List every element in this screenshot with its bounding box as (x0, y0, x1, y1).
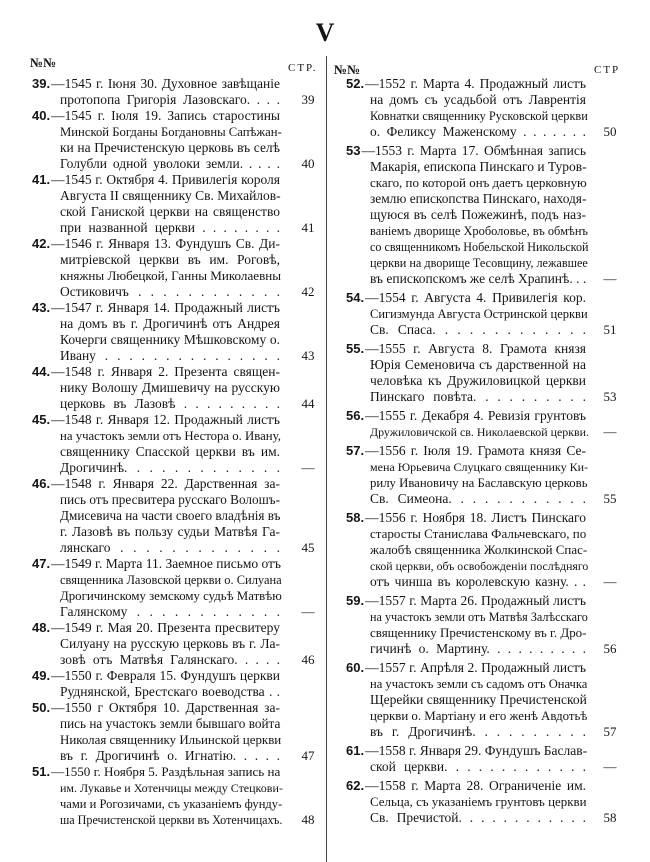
entry-line (346, 255, 586, 271)
entry-line (32, 300, 280, 316)
entry-text: —1555 г. Августа 8. Грамота князя (365, 341, 586, 356)
entry-text: —1552 г. Марта 4. Продажный листъ (365, 76, 586, 91)
entry-line (346, 692, 586, 708)
entry-line (346, 759, 586, 775)
entry-page-number: 56 (603, 641, 617, 656)
entry-page-number: 51 (603, 322, 617, 337)
entry-line (346, 306, 586, 322)
entry-page-number: 45 (301, 540, 315, 555)
entry-page-number: 47 (301, 748, 315, 763)
entry-text: —1553 г. Марта 17. Обмѣнная запись (361, 143, 586, 158)
entry-text: —1547 г. Января 14. Продажный листъ (51, 300, 280, 315)
entry-line (346, 708, 586, 724)
entry-text: Св. Спаса. . . . . . . . . . . . . (370, 322, 586, 337)
entry-text: —1548 г. Января 22. Дарственная за- (51, 476, 280, 491)
toc-entry (32, 364, 315, 412)
entry-text: протопопа Григорія Лазовскаго. . . . (60, 92, 280, 107)
entry-text: въ г. Дрогичинѣ. . . . . . . . . . (370, 724, 586, 739)
entry-line (346, 641, 586, 657)
entry-number: 40. (32, 108, 51, 123)
entry-line (346, 322, 586, 338)
entry-text: Руднянской, Брестскаго воеводства . . (60, 684, 280, 699)
entry-text: пись на участокъ земли бывшаго войта (60, 716, 281, 731)
entry-text: —1548 г. Января 12. Продажный листъ (51, 412, 280, 427)
entry-text: церковь въ Лазовѣ . . . . . . . . . (60, 396, 280, 411)
entry-line (32, 252, 280, 268)
entry-page-number: — (603, 759, 617, 774)
entry-line (346, 609, 586, 625)
entry-number: 46. (32, 476, 51, 491)
entry-page-number: 43 (301, 348, 315, 363)
entry-line (32, 204, 280, 220)
entry-line (346, 290, 586, 306)
entry-text: —1549 г. Мая 20. Презента пресвитеру (51, 620, 280, 635)
entry-text: при названной церкви . . . . . . . . (60, 220, 280, 235)
entry-text: —1558 г. Января 29. Фундушъ Баслав- (365, 743, 588, 758)
toc-entry (32, 236, 315, 300)
entry-number: 56. (346, 408, 365, 423)
entry-line (32, 572, 280, 588)
entry-text: на домъ съ усадьбой отъ Лаврентія (370, 92, 586, 107)
entry-line (346, 574, 586, 590)
entry-text: —1556 г. Іюля 19. Грамота князя Се- (365, 443, 586, 458)
entry-line (32, 540, 280, 556)
entry-number: 61. (346, 743, 365, 758)
entry-number: 50. (32, 700, 51, 715)
entry-line (32, 124, 280, 140)
entry-text: на участокъ земли отъ Нестора о. Ивану, (60, 429, 281, 443)
entry-text: Ковнатки священнику Русковской церкви (370, 109, 588, 123)
toc-entry (32, 76, 315, 108)
entry-text: г. Лазовѣ въ пользу судьи Матвѣя Га- (60, 524, 280, 539)
entry-line (32, 220, 280, 236)
entry-line (346, 593, 586, 609)
entry-number: 54. (346, 290, 365, 305)
entry-line (346, 625, 586, 641)
entry-line (346, 159, 586, 175)
entry-text: чами и Рогозичами, съ указаніемъ фунду- (60, 797, 283, 811)
entry-line (346, 143, 586, 159)
entry-line (32, 332, 280, 348)
entry-line (32, 172, 280, 188)
entry-page-number: 41 (301, 220, 315, 235)
entry-text: Пинскаго повѣта. . . . . . . . . . (370, 389, 586, 404)
entry-text: на участокъ земли съ садомъ отъ Оначка (370, 677, 588, 691)
toc-entry (346, 290, 617, 338)
entry-text: Ивану . . . . . . . . . . . . . . . (60, 348, 280, 363)
toc-entry (346, 341, 617, 405)
entry-text: зовѣ отъ Матвѣя Галянскаго. . . . . (60, 652, 280, 667)
toc-entry (32, 620, 315, 668)
entry-text: со священникомъ Нобельской Никольской (370, 240, 589, 254)
entry-number: 57. (346, 443, 365, 458)
entry-line (346, 542, 586, 558)
entry-text: отъ чинша въ королевскую казну. . . (370, 574, 586, 589)
entry-line (32, 588, 280, 604)
entry-text: скаго, по которой онъ даетъ церковную (370, 175, 587, 190)
toc-entry (32, 764, 315, 828)
right-column (346, 76, 617, 829)
entry-text: рилу Ивановичу на Баславскую церковь (370, 476, 588, 490)
entry-line (32, 652, 280, 668)
entry-text: Августа II священнику Св. Михайлов- (60, 188, 281, 203)
entry-line (32, 412, 280, 428)
entry-text: щуюся въ селѣ Пожежинѣ, подъ наз- (370, 207, 586, 222)
entry-text: Макарія, епископа Пинскаго и Туров- (370, 159, 587, 174)
entry-page-number: 42 (301, 284, 315, 299)
entry-page-number: 46 (301, 652, 315, 667)
entry-page-number: — (603, 574, 617, 589)
entry-line (32, 428, 280, 444)
entry-line (32, 460, 280, 476)
entry-line (346, 92, 586, 108)
entry-number: 52. (346, 76, 365, 91)
entry-text: княжны Любецкой, Ганны Миколаевны (60, 268, 282, 283)
entry-page-number: 44 (301, 396, 315, 411)
entry-line (346, 491, 586, 507)
entry-line (32, 444, 280, 460)
entry-number: 58. (346, 510, 365, 525)
entry-text: Кочерги священнику Мѣшковскому о. (60, 332, 280, 347)
entry-line (346, 794, 586, 810)
entry-text: Минской Богданы Богдановны Сапѣжан- (60, 125, 282, 139)
entry-text: Дружиловичской св. Николаевской церкви. (370, 425, 589, 439)
entry-line (346, 475, 586, 491)
toc-entry (346, 143, 617, 287)
entry-text: человѣка къ Дружиловицкой церкви (370, 373, 586, 388)
toc-entry (346, 593, 617, 657)
entry-page-number (296, 684, 320, 700)
entry-line (32, 364, 280, 380)
entry-text: Голубли одной уволоки земли. . . . . (60, 156, 280, 171)
entry-line (346, 341, 586, 357)
entry-line (32, 476, 280, 492)
left-page-column-header: СТР. (288, 62, 318, 74)
entry-line (346, 223, 586, 239)
entry-text: священника Лазовской церкви о. Силуана (60, 573, 282, 587)
toc-entry (346, 743, 617, 775)
toc-entry (346, 443, 617, 507)
entry-text: лянскаго . . . . . . . . . . . . . (60, 540, 280, 555)
entry-text: —1557 г. Апрѣля 2. Продажный листъ (365, 660, 586, 675)
entry-text: ки на Пречистенскую церковь въ селѣ (60, 140, 280, 155)
entry-number: 48. (32, 620, 51, 635)
entry-number: 41. (32, 172, 51, 187)
entry-line (346, 510, 586, 526)
right-number-column-header: №№ (334, 62, 361, 77)
entry-text: церкви на дворище Тесовщину, лежавшее (370, 256, 588, 270)
toc-entry (32, 668, 280, 700)
entry-line (346, 724, 586, 740)
entry-line (32, 508, 280, 524)
entry-text: на домъ въ г. Дрогичинѣ отъ Андрея (60, 316, 280, 331)
entry-line (32, 780, 283, 796)
entry-line (32, 92, 280, 108)
entry-text: —1545 г. Октября 4. Привилегія короля (51, 172, 280, 187)
entry-line (32, 524, 280, 540)
entry-text: въ г. Дрогичинѣ о. Игнатію. . . . . (60, 748, 280, 763)
entry-line (346, 526, 586, 542)
right-page-column-header: СТР (594, 64, 621, 76)
entry-line (32, 604, 280, 620)
entry-line (32, 636, 280, 652)
entry-text: на участокъ земли отъ Матвѣя Залѣсскаго (370, 610, 588, 624)
entry-line (346, 239, 589, 255)
entry-text: землю епископства Пинскаго, находя- (370, 191, 587, 206)
entry-page-number: 40 (301, 156, 315, 171)
toc-entry (32, 108, 315, 172)
entry-page-number: 55 (603, 491, 617, 506)
entry-line (32, 748, 280, 764)
entry-line (346, 810, 586, 826)
entry-text: гичинѣ о. Мартину. . . . . . . . . . (370, 641, 586, 656)
column-divider (326, 56, 327, 862)
entry-number: 44. (32, 364, 51, 379)
toc-entry (32, 556, 315, 620)
entry-line (32, 732, 280, 748)
page-numeral: V (315, 18, 335, 47)
entry-text: Св. Пречистой. . . . . . . . . . . . (370, 810, 586, 825)
entry-line (32, 812, 283, 828)
entry-text: церкви о. Мартіану и его женѣ Авдотьѣ (370, 709, 588, 723)
entry-line (32, 684, 280, 700)
entry-page-number: 57 (603, 724, 617, 739)
entry-number: 55. (346, 341, 365, 356)
entry-line (32, 108, 280, 124)
left-number-column-header: №№ (30, 55, 57, 70)
toc-entry (32, 412, 315, 476)
entry-line (32, 396, 280, 412)
entry-text: Щерейки священнику Пречистенской (370, 692, 587, 707)
entry-number: 49. (32, 668, 51, 683)
entry-line (346, 271, 586, 287)
entry-text: въ епископскомъ же селѣ Храпинѣ. . . (370, 271, 587, 286)
entry-text: старосты Станислава Фальчевскаго, по (370, 526, 587, 541)
entry-text: им. Лукавье и Хотенчицы между Стецкови- (60, 781, 283, 795)
entry-line (346, 660, 586, 676)
toc-entry (346, 660, 617, 740)
entry-line (32, 796, 283, 812)
entry-page-number: — (603, 271, 617, 286)
entry-line (32, 140, 280, 156)
entry-text: —1557 г. Марта 26. Продажный листъ (365, 593, 586, 608)
entry-text: Николая священнику Ильинской церкви (60, 732, 282, 747)
entry-number: 47. (32, 556, 51, 571)
toc-entry (32, 300, 315, 364)
left-column (32, 76, 315, 828)
toc-entry (346, 408, 617, 440)
entry-text: жалобѣ священника Жолкинской Спас- (370, 542, 588, 557)
entry-number: 62. (346, 778, 365, 793)
entry-text: —1555 г. Декабря 4. Ревизія грунтовъ (365, 408, 586, 423)
entry-text: мена Юрьевича Слуцкаго священнику Ки- (370, 460, 589, 474)
entry-line (32, 556, 280, 572)
entry-line (32, 668, 280, 684)
entry-number: 39. (32, 76, 51, 91)
entry-line (32, 764, 280, 780)
entry-text: —1550 г Октября 10. Дарственная за- (51, 700, 280, 715)
entry-text: Сельца, съ указаніемъ грунтовъ церкви (370, 794, 587, 809)
entry-text: Дмисевича на части своего владѣнія въ (60, 508, 281, 523)
entry-line (32, 268, 280, 284)
toc-entry (32, 700, 315, 764)
entry-line (346, 191, 586, 207)
entry-text: Остиковичъ . . . . . . . . . . . . (60, 284, 280, 299)
entry-line (346, 124, 586, 140)
entry-page-number: 58 (603, 810, 617, 825)
entry-text: священнику Спасской церкви въ им. (60, 444, 280, 459)
entry-number: 60. (346, 660, 365, 675)
toc-entry (32, 476, 315, 556)
entry-page-number: 39 (301, 92, 315, 107)
entry-text: о. Феликсу Маженскому . . . . . . . (370, 124, 586, 139)
entry-text: ваніемъ дворище Хроболовье, въ обмѣнъ (370, 224, 588, 238)
entry-text: Дрогичинѣ. . . . . . . . . . . . . (60, 460, 280, 475)
entry-text: ской церкви, объ освобожденіи послѣдняго (370, 559, 589, 573)
entry-text: —1556 г. Ноября 18. Листъ Пинскаго (365, 510, 586, 525)
entry-text: —1546 г. Января 13. Фундушъ Св. Ди- (51, 236, 280, 251)
entry-line (346, 357, 586, 373)
entry-line (32, 188, 280, 204)
entry-number: 53 (346, 143, 361, 158)
entry-text: Сигизмунда Августа Остринской церкви (370, 307, 588, 321)
entry-text: нику Волошу Дмишевичу на русскую (60, 380, 280, 395)
entry-text: Св. Симеона. . . . . . . . . . . . (370, 491, 586, 506)
entry-text: —1548 г. Января 2. Презента священ- (51, 364, 280, 379)
entry-number: 45. (32, 412, 51, 427)
entry-line (346, 408, 586, 424)
entry-line (32, 700, 280, 716)
entry-page-number: — (301, 604, 315, 619)
entry-line (346, 558, 589, 574)
entry-number: 42. (32, 236, 51, 251)
entry-line (346, 207, 586, 223)
entry-line (32, 620, 280, 636)
entry-line (32, 716, 280, 732)
entry-line (346, 676, 586, 692)
entry-line (32, 156, 280, 172)
entry-line (346, 373, 586, 389)
entry-page-number: 48 (301, 812, 315, 827)
entry-line (32, 236, 280, 252)
entry-line (32, 316, 280, 332)
entry-line (346, 108, 586, 124)
entry-text: —1558 г. Марта 28. Ограниченіе им. (365, 778, 586, 793)
entry-line (346, 389, 586, 405)
entry-line (32, 492, 280, 508)
entry-page-number: — (301, 460, 315, 475)
entry-number: 51. (32, 764, 51, 779)
toc-entry (32, 172, 315, 236)
entry-text: митріевской церкви въ им. Роговѣ, (60, 252, 280, 267)
entry-text: пись отъ пресвитера русскаго Волошъ- (60, 492, 280, 507)
entry-line (32, 348, 280, 364)
entry-text: ша Пречистенской церкви въ Хотенчицахъ. (60, 813, 283, 827)
entry-text: —1550 г. Февраля 15. Фундушъ церкви (51, 668, 280, 683)
entry-line (346, 76, 586, 92)
entry-text: —1550 г. Ноября 5. Раздѣльная запись на (51, 764, 281, 779)
entry-text: —1554 г. Августа 4. Привилегія кор. (365, 290, 586, 305)
entry-line (346, 459, 589, 475)
entry-line (346, 743, 586, 759)
entry-text: Юрія Семеновича съ дарственной на (370, 357, 586, 372)
toc-entry (346, 510, 617, 590)
entry-text: священнику Пречистенскому въ г. Дро- (370, 625, 587, 640)
entry-page-number: 53 (603, 389, 617, 404)
entry-text: ской церкви. . . . . . . . . . . . . (370, 759, 586, 774)
entry-number: 59. (346, 593, 365, 608)
entry-text: ской Ганиской церкви на священство (60, 204, 280, 219)
entry-line (32, 284, 280, 300)
entry-line (346, 778, 586, 794)
entry-text: —1545 г. Іюля 19. Запись старостины (51, 108, 280, 123)
entry-line (32, 380, 280, 396)
entry-number: 43. (32, 300, 51, 315)
toc-entry (346, 76, 617, 140)
entry-line (346, 443, 586, 459)
entry-text: —1549 г. Марта 11. Заемное письмо отъ (51, 556, 281, 571)
entry-text: —1545 г. Іюня 30. Духовное завѣщаніе (51, 76, 280, 91)
entry-line (346, 424, 589, 440)
entry-line (32, 76, 280, 92)
entry-text: Галянскому . . . . . . . . . . . . (60, 604, 280, 619)
entry-line (346, 175, 586, 191)
entry-page-number: — (603, 424, 617, 439)
toc-entry (346, 778, 617, 826)
entry-text: Силуану на русскую церковь въ г. Ла- (60, 636, 280, 651)
entry-text: Дрогичинскому земскому судьѣ Матвѣю (60, 589, 282, 603)
entry-page-number: 50 (603, 124, 617, 139)
